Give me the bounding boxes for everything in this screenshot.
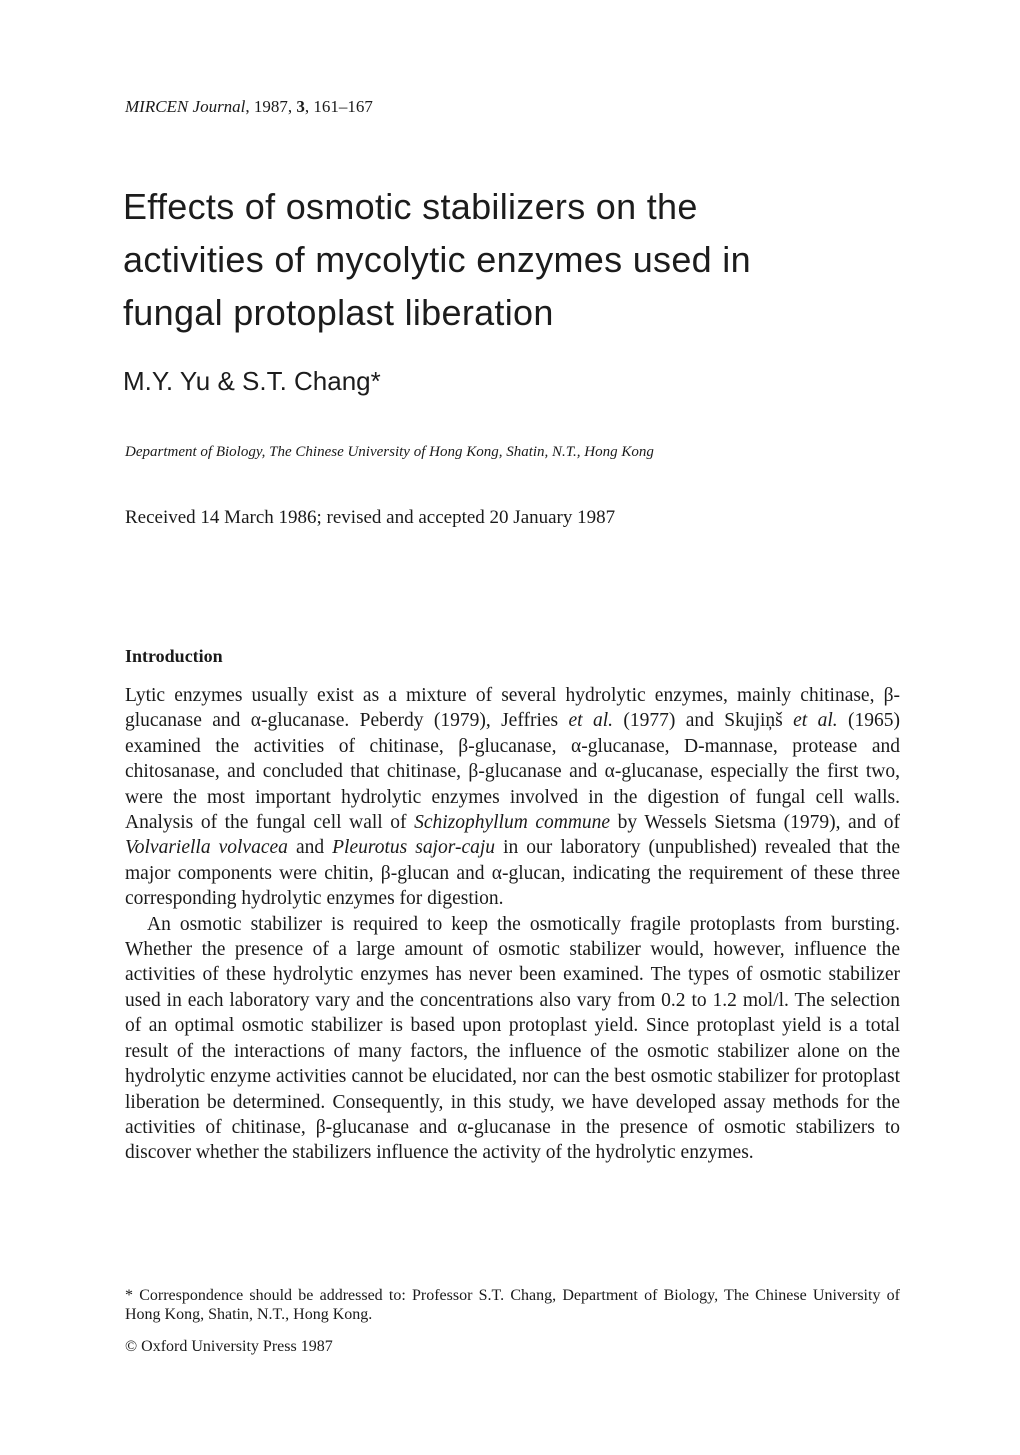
paragraph <box>125 683 900 912</box>
species-name: Volvariella volvacea <box>125 837 288 859</box>
text-run: by Wessels Sietsma (1979), and of <box>610 812 900 834</box>
text-run: in our laboratory (unpublished) revealed that the major components were chitin, β-glucan and α-glucan, indicating the requirement of these three corresponding hydrolytic enzymes for digestion. <box>125 837 901 910</box>
title-line: Effects of osmotic stabilizers on the <box>123 186 698 227</box>
introduction-body <box>125 683 900 1166</box>
authors: M.Y. Yu & S.T. Chang* <box>123 366 381 396</box>
text-run: Lytic enzymes usually exist as a mixture of several hydrolytic enzymes, mainly chitinase, β-glucanase and α-glucanase. Peberdy (1979), Jeffries <box>125 685 900 732</box>
text-run: and <box>287 837 333 859</box>
title-line: fungal protoplast liberation <box>123 292 554 333</box>
journal-citation: MIRCEN Journal, 1987, 3, 161–167 <box>125 97 373 116</box>
paragraph: An osmotic stabilizer is required to keep the osmotically fragile protoplasts from bursting. Whether the presence of a large amount of osmotic stabilizer would, however, influence the activities of these hydrolytic enzymes has never been examined. The types of osmotic stabilizer used in each laboratory vary and the concentrations also vary from 0.2 to 1.2 mol/l. The selection of an optimal osmotic stabilizer is based upon protoplast yield. Since protoplast yield is a total result of the interactions of many factors, the influence of the osmotic stabilizer alone on the hydrolytic enzyme activities cannot be elucidated, nor can the best osmotic stabilizer for protoplast liberation be determined. Consequently, in this study, we have developed assay methods for the activities of chitinase, β-glucanase and α-glucanase in the presence of osmotic stabilizers to discover whether the stabilizers influence the activity of the hydrolytic enzymes. <box>125 913 900 1164</box>
title-line: activities of mycolytic enzymes used in <box>123 239 751 280</box>
species-name: Pleurotus sajor-caju <box>332 837 496 859</box>
species-name: Schizophyllum commune <box>414 812 611 834</box>
journal-volume: 3 <box>296 97 305 116</box>
text-run: (1965) examined the activities of chitinase, β-glucanase, α-glucanase, D-mannase, protease and chitosanase, and concluded that chitinase, β-glucanase and α-glucanase, especially the first two, were the most important hydrolytic enzymes involved in the digestion of fungal cell walls. Analysis of the fungal cell wall of <box>125 710 900 834</box>
text-run-italic: et al. <box>793 710 838 732</box>
article-title <box>123 180 943 339</box>
received-dates: Received 14 March 1986; revised and accepted 20 January 1987 <box>125 507 616 528</box>
text-run: (1977) and Skujiņš <box>612 710 794 732</box>
text-run-italic: et al. <box>568 710 613 732</box>
journal-name: MIRCEN Journal <box>125 97 246 116</box>
correspondence-footnote: * Correspondence should be addressed to: Professor S.T. Chang, Department of Biology, The Chinese University of Hong Kong, Shatin, N.T., Hong Kong. <box>125 1287 900 1323</box>
section-heading-introduction: Introduction <box>125 646 223 666</box>
copyright-notice: © Oxford University Press 1987 <box>125 1338 333 1355</box>
affiliation: Department of Biology, The Chinese University of Hong Kong, Shatin, N.T., Hong Kong <box>125 444 654 460</box>
journal-pages: 161–167 <box>313 97 373 116</box>
journal-year: 1987 <box>253 97 288 116</box>
